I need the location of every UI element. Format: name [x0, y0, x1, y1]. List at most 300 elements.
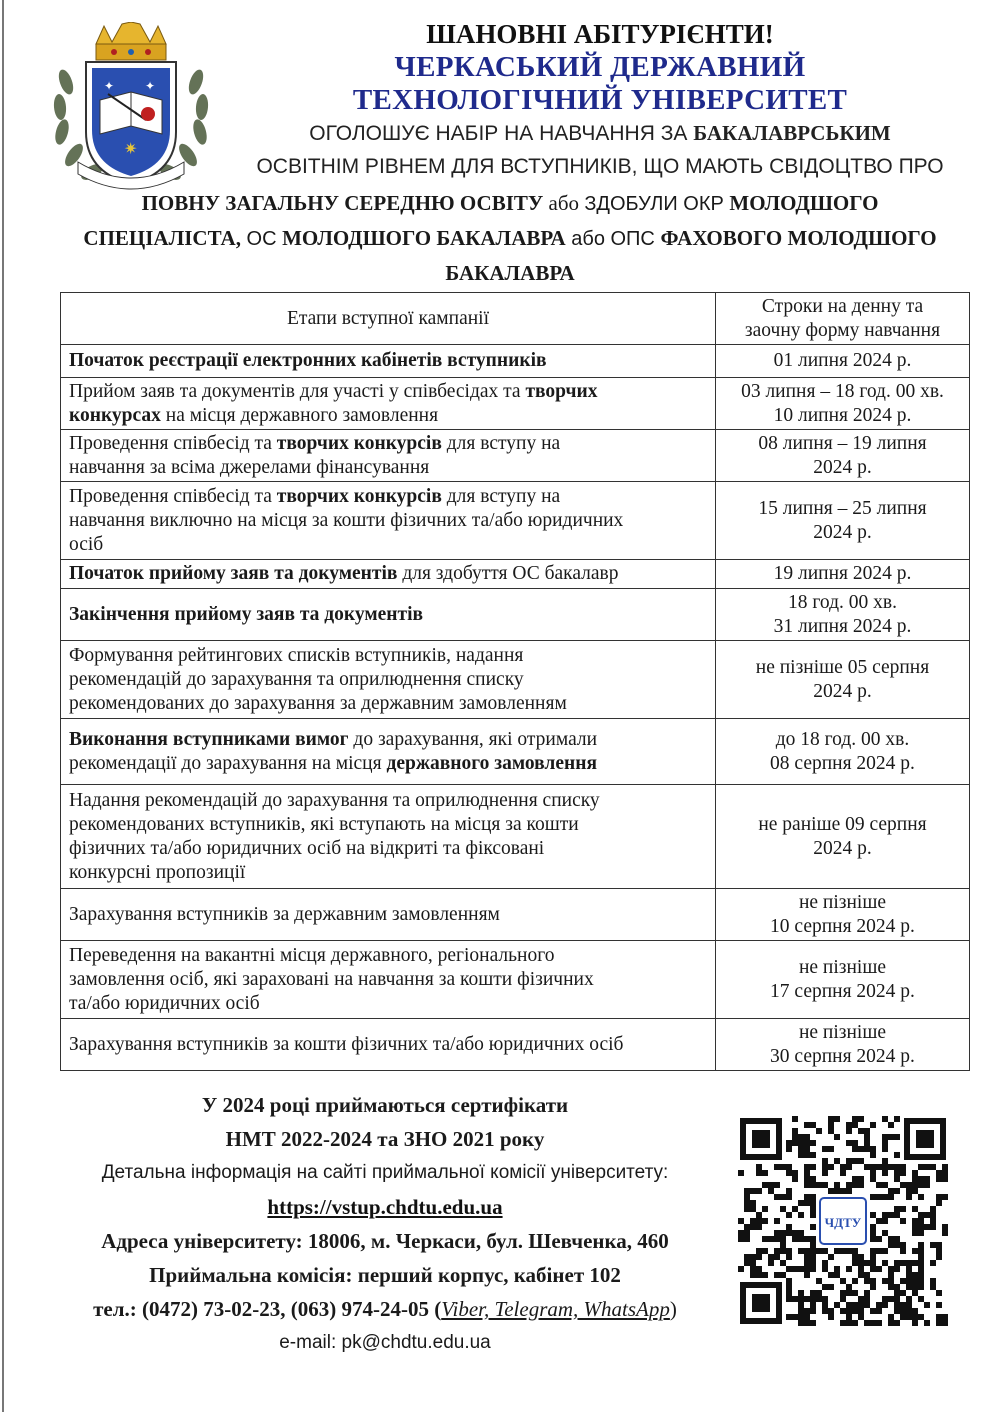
- qr-module: [894, 1266, 900, 1272]
- eligibility-text: [40, 186, 980, 290]
- qr-module: [930, 1206, 936, 1212]
- qr-module: [804, 1248, 810, 1254]
- secondary-education: ПОВНУ ЗАГАЛЬНУ СЕРЕДНЮ ОСВІТУ: [141, 191, 544, 215]
- qr-module: [876, 1248, 882, 1254]
- admission-schedule-table: [60, 292, 970, 1071]
- qr-module: [810, 1266, 816, 1272]
- qr-module: [798, 1266, 804, 1272]
- dates-header-line1: Строки на денну та: [761, 295, 924, 317]
- qr-module: [858, 1308, 864, 1314]
- qr-module: [858, 1182, 864, 1188]
- qr-module: [780, 1194, 786, 1200]
- qr-module: [846, 1290, 852, 1296]
- qr-module: [936, 1176, 942, 1182]
- qr-module: [864, 1140, 870, 1146]
- stage-text-bold: творчих конкурсів: [276, 485, 442, 507]
- qr-module: [780, 1236, 786, 1242]
- qr-module: [876, 1194, 882, 1200]
- qr-module: [822, 1158, 828, 1164]
- messengers-link[interactable]: Viber, Telegram, WhatsApp: [441, 1297, 670, 1321]
- qr-module: [840, 1188, 846, 1194]
- qr-module: [840, 1290, 846, 1296]
- qr-module: [828, 1122, 834, 1128]
- column-header-dates: [716, 293, 970, 345]
- qr-module: [870, 1194, 876, 1200]
- address-text: Адреса університету: 18006, м. Черкаси, бул. Шевченка, 460: [101, 1229, 669, 1253]
- qr-module: [912, 1170, 918, 1176]
- qr-module: [750, 1272, 756, 1278]
- qr-module: [834, 1134, 840, 1140]
- qr-module: [804, 1164, 810, 1170]
- date-line: 2024 р.: [813, 837, 872, 859]
- qr-module: [930, 1278, 936, 1284]
- qr-module: [774, 1182, 780, 1188]
- qr-module: [810, 1236, 816, 1242]
- qr-module: [864, 1272, 870, 1278]
- stage-text: осіб: [69, 533, 104, 555]
- qr-module: [762, 1272, 768, 1278]
- qr-module: [846, 1266, 852, 1272]
- qr-module: [822, 1182, 828, 1188]
- stage-text: Початок реєстрації електронних кабінетів вступників: [69, 350, 547, 371]
- qr-module: [810, 1212, 816, 1218]
- qr-module: [786, 1278, 792, 1284]
- qr-module: [888, 1266, 894, 1272]
- qr-module: [894, 1242, 900, 1248]
- qr-module: [882, 1146, 888, 1152]
- qr-module: [756, 1218, 762, 1224]
- qr-module: [900, 1290, 906, 1296]
- qr-module: [888, 1320, 894, 1326]
- stage-text: для вступу на: [441, 485, 561, 507]
- announcement-text: ОГОЛОШУЄ НАБІР НА НАВЧАННЯ ЗА: [309, 122, 694, 145]
- qr-module: [900, 1308, 906, 1314]
- qr-module: [882, 1218, 888, 1224]
- stage-cell: [61, 482, 716, 560]
- qr-module: [738, 1170, 744, 1176]
- qr-module: [810, 1320, 816, 1326]
- qr-module: [894, 1206, 900, 1212]
- qr-module: [804, 1236, 810, 1242]
- qr-module: [792, 1230, 798, 1236]
- stage-text: рекомендації до зарахування на місця: [69, 752, 387, 774]
- qr-module: [768, 1236, 774, 1242]
- qr-module: [774, 1254, 780, 1260]
- qr-module: [798, 1140, 804, 1146]
- qr-module: [798, 1236, 804, 1242]
- phone-text: тел.: (0472) 73-02-23, (063) 974-24-05 (: [93, 1297, 442, 1321]
- qr-module: [804, 1200, 810, 1206]
- qr-module: [900, 1164, 906, 1170]
- qr-module: [870, 1230, 876, 1236]
- qr-module: [816, 1296, 822, 1302]
- qr-module: [738, 1230, 744, 1236]
- qr-module: [828, 1116, 834, 1122]
- qr-module: [744, 1230, 750, 1236]
- qr-module: [828, 1128, 834, 1134]
- qr-module: [858, 1296, 864, 1302]
- qr-module: [870, 1146, 876, 1152]
- qr-module: [918, 1224, 924, 1230]
- qr-module: [846, 1158, 852, 1164]
- qr-module: [834, 1158, 840, 1164]
- qr-module: [864, 1260, 870, 1266]
- stage-cell: Зарахування вступників за державним замовленням: [61, 889, 716, 941]
- qr-module: [798, 1296, 804, 1302]
- announcement-line1: [230, 117, 970, 150]
- phone-line: [40, 1292, 730, 1326]
- qr-module: [888, 1296, 894, 1302]
- qr-module: [786, 1248, 792, 1254]
- qr-module: [900, 1218, 906, 1224]
- stage-text: Проведення співбесід та: [69, 432, 277, 454]
- qr-module: [864, 1134, 870, 1140]
- qr-module: [792, 1116, 798, 1122]
- qr-module: [786, 1290, 792, 1296]
- qr-module: [780, 1248, 786, 1254]
- qr-module: [828, 1308, 834, 1314]
- qr-finder-top-right: [904, 1118, 946, 1160]
- stage-text: на місця державного замовлення: [160, 404, 439, 426]
- qr-module: [846, 1164, 852, 1170]
- stage-text: Прийом заяв та документів для участі у співбесідах та: [69, 380, 526, 402]
- qr-module: [786, 1146, 792, 1152]
- qr-module: [912, 1224, 918, 1230]
- qr-module: [792, 1236, 798, 1242]
- qr-module: [906, 1182, 912, 1188]
- qr-module: [756, 1212, 762, 1218]
- qr-module: [888, 1236, 894, 1242]
- qr-module: [756, 1224, 762, 1230]
- stage-text: Надання рекомендацій до зарахування та оприлюднення списку: [69, 789, 600, 811]
- qr-module: [798, 1146, 804, 1152]
- qr-module: [894, 1212, 900, 1218]
- stage-text: та/або юридичних осіб: [69, 992, 260, 1014]
- svg-text:✦: ✦: [145, 79, 156, 93]
- stage-text: конкурсні пропозиції: [69, 861, 246, 883]
- qr-module: [780, 1206, 786, 1212]
- qr-module: [930, 1224, 936, 1230]
- qr-module: [792, 1314, 798, 1320]
- date-cell: 19 липня 2024 р.: [716, 560, 970, 589]
- qr-module: [894, 1116, 900, 1122]
- qr-module: [834, 1272, 840, 1278]
- qr-module: [822, 1296, 828, 1302]
- qr-module: [780, 1230, 786, 1236]
- qr-module: [780, 1272, 786, 1278]
- qr-module: [810, 1302, 816, 1308]
- qr-module: [918, 1284, 924, 1290]
- svg-text:✦: ✦: [104, 79, 115, 93]
- qr-module: [936, 1320, 942, 1326]
- qr-code[interactable]: [738, 1116, 948, 1326]
- qr-module: [840, 1278, 846, 1284]
- qr-module: [846, 1122, 852, 1128]
- stage-text: для здобуття ОС бакалавр: [397, 563, 619, 584]
- qr-module: [798, 1200, 804, 1206]
- qr-module: [846, 1188, 852, 1194]
- qr-module: [852, 1260, 858, 1266]
- qr-module: [852, 1146, 858, 1152]
- qr-module: [888, 1314, 894, 1320]
- qr-module: [900, 1260, 906, 1266]
- qr-module: [936, 1254, 942, 1260]
- qr-module: [798, 1302, 804, 1308]
- junior-text: МОЛОДШОГО: [729, 191, 879, 215]
- qr-module: [888, 1284, 894, 1290]
- qr-module: [936, 1302, 942, 1308]
- table-row: [61, 941, 970, 1019]
- contact-info: [40, 1088, 730, 1360]
- stage-text: рекомендованих до зарахування за державним замовленням: [69, 692, 567, 714]
- table-row: [61, 430, 970, 482]
- qr-module: [858, 1272, 864, 1278]
- qr-module: [864, 1278, 870, 1284]
- university-name-line1: ЧЕРКАСЬКИЙ ДЕРЖАВНИЙ: [394, 51, 806, 83]
- qr-module: [918, 1296, 924, 1302]
- qr-module: [858, 1128, 864, 1134]
- date-line: 08 липня – 19 липня: [758, 432, 927, 454]
- qr-module: [918, 1164, 924, 1170]
- qr-module: [894, 1176, 900, 1182]
- conj-or: або: [543, 191, 585, 215]
- stage-text-bold: творчих: [525, 380, 598, 402]
- date-cell: [716, 482, 970, 560]
- date-line: не пізніше: [798, 1021, 887, 1043]
- qr-module: [912, 1290, 918, 1296]
- date-line: не пізніше: [798, 956, 887, 978]
- qr-module: [870, 1176, 876, 1182]
- page-edge-line: [2, 0, 4, 1412]
- qr-module: [822, 1164, 828, 1170]
- qr-module: [918, 1278, 924, 1284]
- qr-module: [846, 1302, 852, 1308]
- qr-module: [870, 1260, 876, 1266]
- qr-module: [870, 1278, 876, 1284]
- date-cell: [716, 719, 970, 785]
- qr-module: [858, 1158, 864, 1164]
- table-row: [61, 785, 970, 889]
- stage-cell: [61, 560, 716, 589]
- qr-module: [858, 1302, 864, 1308]
- table-row: [61, 560, 970, 589]
- stage-text: рекомендованих вступників, які вступають на місця за кошти: [69, 813, 579, 835]
- qr-module: [804, 1266, 810, 1272]
- qr-module: [894, 1188, 900, 1194]
- qr-module: [870, 1212, 876, 1218]
- qr-module: [852, 1290, 858, 1296]
- date-cell: [716, 641, 970, 719]
- qr-module: [822, 1302, 828, 1308]
- qr-module: [810, 1296, 816, 1302]
- qr-module: [810, 1290, 816, 1296]
- qr-module: [918, 1314, 924, 1320]
- qr-module: [762, 1218, 768, 1224]
- qr-module: [756, 1188, 762, 1194]
- qr-module: [828, 1314, 834, 1320]
- qr-module: [882, 1302, 888, 1308]
- table-row: [61, 889, 970, 941]
- qr-module: [924, 1320, 930, 1326]
- qr-module: [786, 1314, 792, 1320]
- qr-module: [744, 1188, 750, 1194]
- qr-module: [828, 1164, 834, 1170]
- qr-module: [810, 1182, 816, 1188]
- qr-module: [942, 1164, 948, 1170]
- qr-module: [918, 1272, 924, 1278]
- ops-text: або ОПС: [565, 228, 661, 250]
- qr-module: [768, 1188, 774, 1194]
- date-line: не раніше 09 серпня: [758, 813, 927, 835]
- qr-module: [870, 1122, 876, 1128]
- date-cell: [716, 589, 970, 641]
- qr-module: [930, 1212, 936, 1218]
- table-row: [61, 589, 970, 641]
- qr-module: [936, 1194, 942, 1200]
- qr-module: [894, 1308, 900, 1314]
- date-line: 31 липня 2024 р.: [773, 615, 912, 637]
- stage-text-bold: творчих конкурсів: [276, 432, 442, 454]
- qr-module: [942, 1224, 948, 1230]
- qr-module: [816, 1290, 822, 1296]
- qr-module: [900, 1314, 906, 1320]
- qr-module: [912, 1260, 918, 1266]
- qr-module: [852, 1140, 858, 1146]
- qr-module: [858, 1260, 864, 1266]
- university-crest-logo: [48, 22, 214, 192]
- qr-module: [942, 1314, 948, 1320]
- qr-module: [774, 1218, 780, 1224]
- qr-module: [750, 1188, 756, 1194]
- committee-text: Приймальна комісія: перший корпус, кабінет 102: [149, 1263, 621, 1287]
- qr-module: [798, 1290, 804, 1296]
- qr-module: [810, 1140, 816, 1146]
- stage-cell: [61, 589, 716, 641]
- qr-center-logo: [820, 1198, 866, 1244]
- stage-text-bold: державного замовлення: [386, 752, 597, 774]
- qr-module: [888, 1272, 894, 1278]
- qr-module: [798, 1152, 804, 1158]
- qr-module: [810, 1176, 816, 1182]
- qr-module: [786, 1170, 792, 1176]
- qr-module: [840, 1164, 846, 1170]
- okr-text: ЗДОБУЛИ ОКР: [584, 193, 730, 215]
- qr-module: [804, 1296, 810, 1302]
- qr-module: [876, 1182, 882, 1188]
- date-line: 18 год. 00 хв.: [788, 591, 897, 613]
- qr-module: [828, 1188, 834, 1194]
- table-row: [61, 345, 970, 378]
- stage-cell: [61, 345, 716, 378]
- stage-cell: [61, 378, 716, 430]
- qr-module: [786, 1188, 792, 1194]
- date-line: 30 серпня 2024 р.: [770, 1045, 915, 1067]
- qr-module: [912, 1182, 918, 1188]
- stage-text: Формування рейтингових списків вступників, надання: [69, 644, 524, 666]
- qr-module: [882, 1278, 888, 1284]
- email-text[interactable]: e-mail: pk@chdtu.edu.ua: [279, 1332, 491, 1353]
- qr-module: [870, 1254, 876, 1260]
- qr-module: [900, 1302, 906, 1308]
- qr-logo-label: ЧДТУ: [824, 1215, 862, 1230]
- date-line: не пізніше 05 серпня: [755, 656, 930, 678]
- date-line: 2024 р.: [813, 456, 872, 478]
- qr-module: [828, 1272, 834, 1278]
- qr-module: [870, 1308, 876, 1314]
- qr-module: [942, 1230, 948, 1236]
- qr-module: [858, 1116, 864, 1122]
- qr-module: [882, 1194, 888, 1200]
- qr-module: [852, 1182, 858, 1188]
- qr-module: [906, 1278, 912, 1284]
- qr-module: [846, 1182, 852, 1188]
- date-cell: [716, 430, 970, 482]
- qr-module: [864, 1320, 870, 1326]
- qr-module: [852, 1248, 858, 1254]
- qr-module: [906, 1314, 912, 1320]
- qr-module: [774, 1272, 780, 1278]
- qr-module: [786, 1212, 792, 1218]
- date-line: 08 серпня 2024 р.: [770, 752, 915, 774]
- qr-module: [906, 1188, 912, 1194]
- bachelor-level: БАКАЛАВРСЬКИМ: [693, 121, 891, 145]
- qr-module: [750, 1266, 756, 1272]
- qr-module: [888, 1134, 894, 1140]
- qr-module: [792, 1176, 798, 1182]
- qr-module: [882, 1260, 888, 1266]
- qr-module: [852, 1176, 858, 1182]
- qr-module: [816, 1248, 822, 1254]
- qr-module: [810, 1200, 816, 1206]
- stage-text: Переведення на вакантні місця державного, регіонального: [69, 944, 555, 966]
- qr-module: [846, 1284, 852, 1290]
- qr-module: [810, 1254, 816, 1260]
- qr-module: [804, 1182, 810, 1188]
- qr-module: [810, 1152, 816, 1158]
- qr-module: [942, 1170, 948, 1176]
- stage-text: навчання виключно на місця за кошти фізичних та/або юридичних: [69, 509, 624, 531]
- date-cell: [716, 378, 970, 430]
- qr-module: [768, 1260, 774, 1266]
- professional-junior-text: ФАХОВОГО МОЛОДШОГО: [660, 226, 937, 250]
- qr-module: [912, 1188, 918, 1194]
- qr-module: [834, 1266, 840, 1272]
- eligibility-line2: [40, 221, 980, 256]
- qr-module: [852, 1302, 858, 1308]
- website-link[interactable]: https://vstup.chdtu.edu.ua: [267, 1195, 503, 1219]
- qr-module: [852, 1320, 858, 1326]
- qr-module: [786, 1194, 792, 1200]
- qr-module: [792, 1206, 798, 1212]
- qr-module: [936, 1248, 942, 1254]
- info-text: Детальна інформація на сайті приймальної комісії університету:: [101, 1162, 669, 1183]
- qr-module: [900, 1278, 906, 1284]
- qr-module: [828, 1146, 834, 1152]
- qr-module: [870, 1236, 876, 1242]
- qr-module: [840, 1320, 846, 1326]
- qr-module: [912, 1218, 918, 1224]
- qr-module: [792, 1140, 798, 1146]
- qr-module: [804, 1122, 810, 1128]
- qr-module: [768, 1254, 774, 1260]
- qr-module: [870, 1266, 876, 1272]
- qr-module: [900, 1242, 906, 1248]
- qr-module: [870, 1164, 876, 1170]
- qr-module: [918, 1230, 924, 1236]
- stage-text: Проведення співбесід та: [69, 485, 277, 507]
- qr-module: [864, 1302, 870, 1308]
- qr-module: [756, 1272, 762, 1278]
